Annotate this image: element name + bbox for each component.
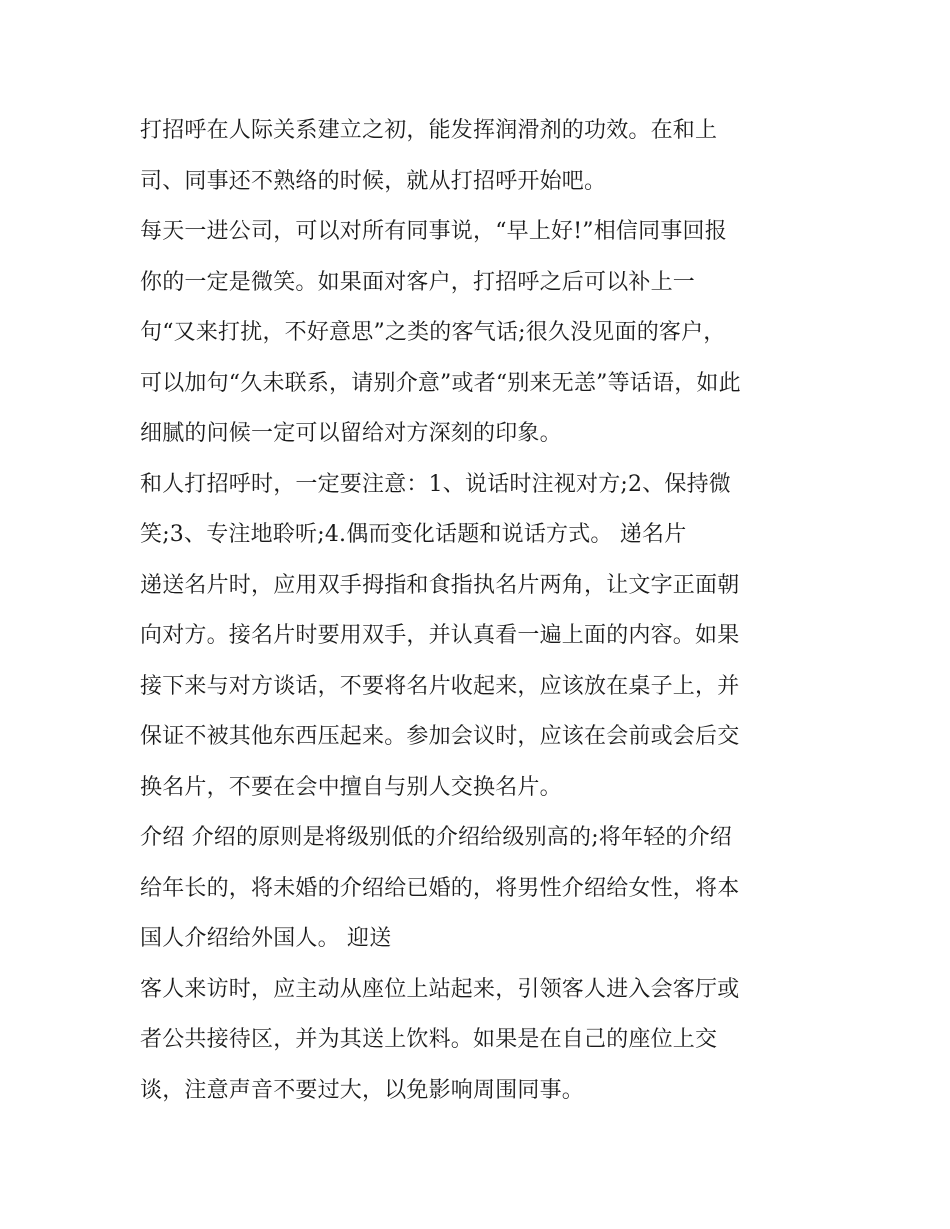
text-line: 细腻的问候一定可以留给对方深刻的印象。 — [140, 421, 562, 446]
text-line: 司、同事还不熟络的时候，就从打招呼开始吧。 — [140, 168, 607, 194]
text-line: 向对方。接名片时要用双手，并认真看一遍上面的内容。如果 — [140, 623, 740, 648]
text-line: 保证不被其他东西压起来。参加会议时，应该在会前或会后交 — [140, 724, 740, 749]
text-line: 笑;3、专注地聆听;4.偶而变化话题和说话方式。 递名片 — [140, 522, 687, 547]
text-line: 给年长的，将未婚的介绍给已婚的，将男性介绍给女性，将本 — [140, 875, 740, 901]
text-line: 介绍 介绍的原则是将级别低的介绍给级别高的;将年轻的介绍 — [140, 825, 733, 850]
document-body — [140, 110, 820, 1120]
text-line: 可以加句“久未联系，请别介意”或者“别来无恙”等话语，如此 — [140, 370, 741, 396]
text-line: 和人打招呼时，一定要注意：1、说话时注视对方;2、保持微 — [140, 471, 732, 497]
text-line: 你的一定是微笑。如果面对客户，打招呼之后可以补上一 — [140, 269, 696, 295]
text-line: 客人来访时，应主动从座位上站起来，引领客人进入会客厅或 — [140, 976, 740, 1002]
text-line: 接下来与对方谈话，不要将名片收起来，应该放在桌子上，并 — [140, 673, 740, 699]
text-line: 递送名片时，应用双手拇指和食指执名片两角，让文字正面朝 — [140, 572, 740, 598]
text-line: 者公共接待区，并为其送上饮料。如果是在自己的座位上交 — [140, 1027, 718, 1052]
text-line: 句“又来打扰，不好意思”之类的客气话;很久没见面的客户， — [140, 320, 726, 345]
text-line: 国人介绍给外国人。 迎送 — [140, 926, 392, 951]
text-line: 谈，注意声音不要过大，以免影响周围同事。 — [140, 1077, 585, 1103]
text-line: 打招呼在人际关系建立之初，能发挥润滑剂的功效。在和上 — [140, 118, 718, 143]
text-line: 每天一进公司，可以对所有同事说，“早上好!”相信同事回报 — [140, 219, 727, 244]
text-line: 换名片，不要在会中擅自与别人交换名片。 — [140, 774, 562, 800]
